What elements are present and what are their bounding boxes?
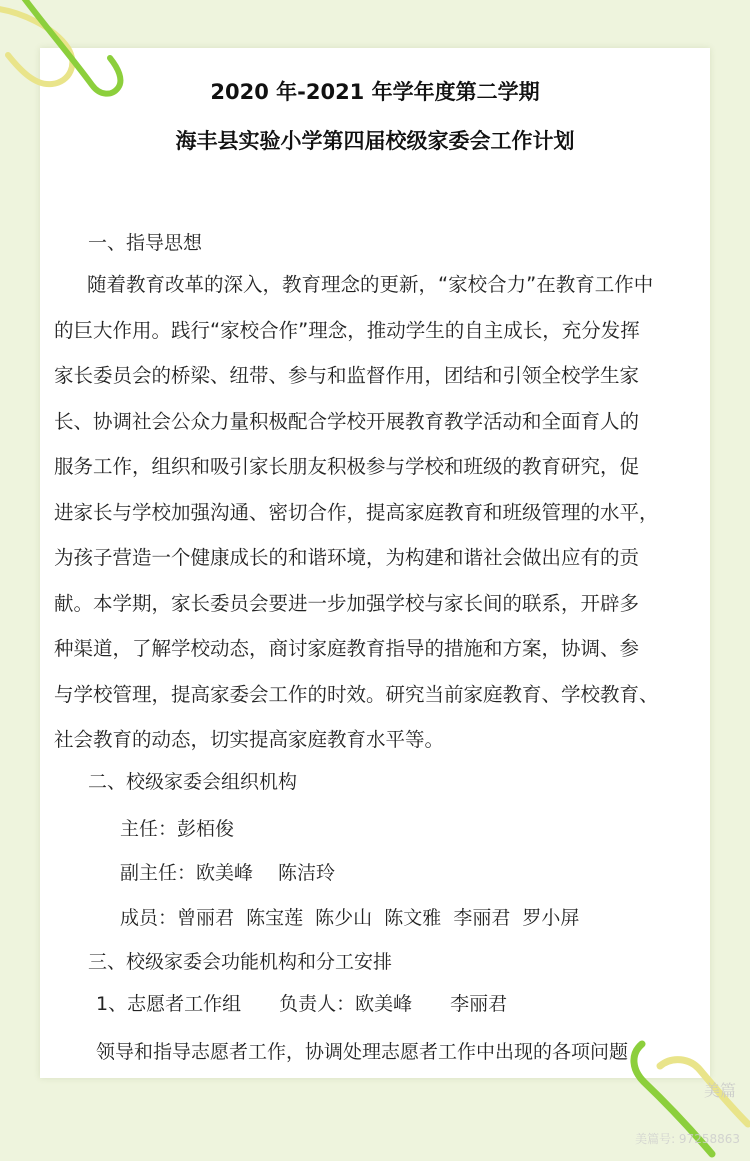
- group1-line: 1、志愿者工作组 负责人：欧美峰 李丽君: [96, 993, 508, 1015]
- group1-description: 领导和指导志愿者工作，协调处理志愿者工作中出现的各项问题: [96, 1041, 629, 1063]
- section1-line: 随着教育改革的深入，教育理念的更新，“家校合力”在教育工作中: [87, 273, 654, 296]
- section1-line: 社会教育的动态，切实提高家庭教育水平等。: [54, 728, 445, 751]
- section1-line: 长、协调社会公众力量积极配合学校开展教育教学活动和全面育人的: [54, 409, 640, 433]
- section1-heading: 一、指导思想: [88, 232, 203, 254]
- section1-line: 为孩子营造一个健康成长的和谐环境，为构建和谐社会做出应有的贡: [54, 546, 640, 569]
- section1-line: 进家长与学校加强沟通、密切合作，提高家庭教育和班级管理的水平，: [54, 500, 659, 524]
- section1-line: 家长委员会的桥梁、纽带、参与和监督作用，团结和引领全校学生家: [54, 364, 640, 387]
- section3-heading: 三、校级家委会功能机构和分工安排: [88, 951, 393, 973]
- section1-line: 种渠道，了解学校动态，商讨家庭教育指导的措施和方案，协调、参: [54, 637, 640, 660]
- watermark-brand: 美篇: [703, 1081, 736, 1100]
- document-title-line1: 2020 年-2021 年学年度第二学期: [210, 80, 540, 104]
- watermark-id: 美篇号: 97258863: [635, 1132, 740, 1146]
- section1-paragraph: [54, 262, 704, 763]
- document-title-line2: 海丰县实验小学第四届校级家委会工作计划: [175, 129, 575, 153]
- section2-heading: 二、校级家委会组织机构: [88, 771, 298, 793]
- section1-line: 服务工作，组织和吸引家长朋友积极参与学校和班级的教育研究，促: [54, 455, 640, 478]
- vice-director-line: 副主任：欧美峰 陈洁玲: [120, 862, 336, 884]
- section1-line: 的巨大作用。践行“家校合作”理念，推动学生的自主成长，充分发挥: [54, 318, 640, 342]
- director-line: 主任：彭栢俊: [120, 818, 235, 840]
- section1-line: 献。本学期，家长委员会要进一步加强学校与家长间的联系，开辟多: [54, 591, 640, 615]
- section1-line: 与学校管理，提高家委会工作的时效。研究当前家庭教育、学校教育、: [54, 682, 659, 706]
- members-line: 成员：曾丽君 陈宝莲 陈少山 陈文雅 李丽君 罗小屏: [120, 907, 580, 929]
